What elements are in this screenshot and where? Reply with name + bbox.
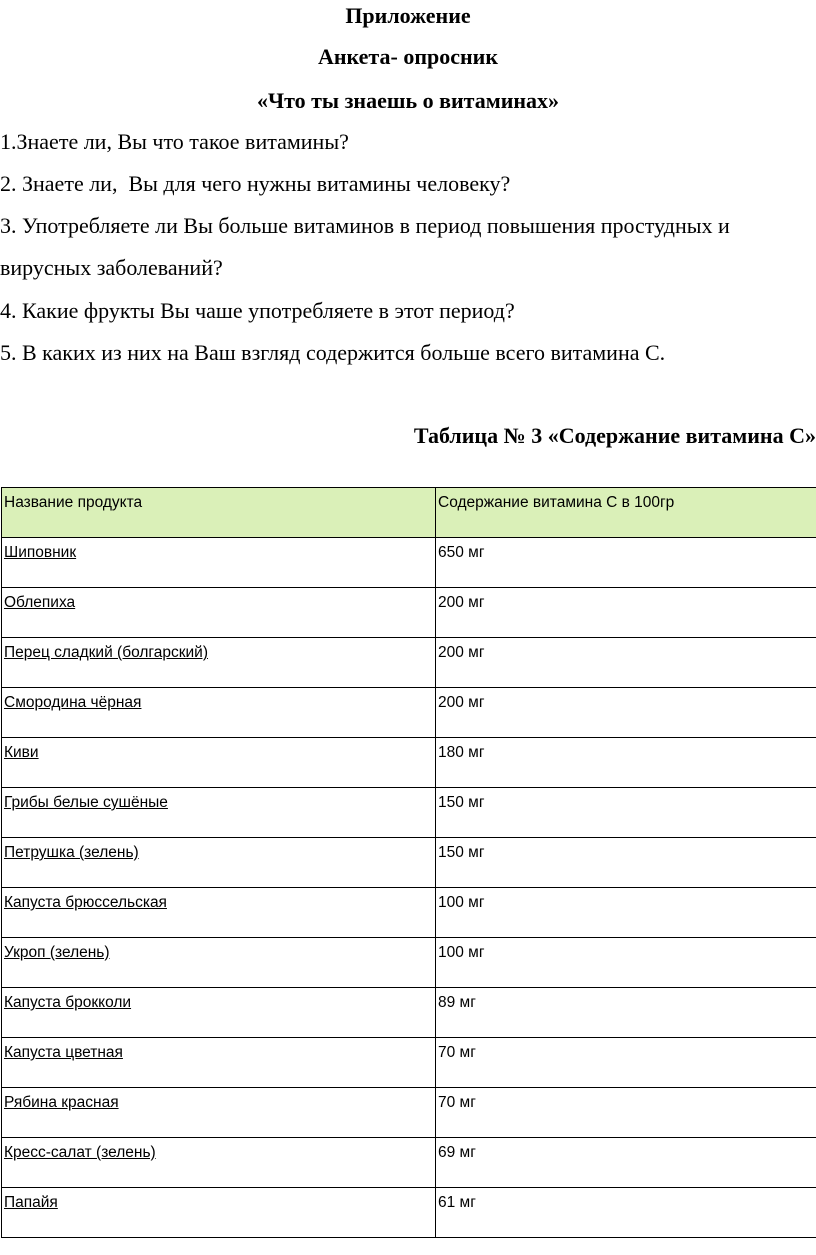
amount-cell: 200 мг <box>436 688 816 738</box>
product-link[interactable]: Укроп (зелень) <box>4 944 110 961</box>
product-cell[interactable] <box>2 1088 436 1138</box>
table-row <box>2 838 816 888</box>
amount-cell: 200 мг <box>436 588 816 638</box>
amount-cell: 650 мг <box>436 538 816 588</box>
product-link[interactable]: Рябина красная <box>4 1094 119 1111</box>
question-3-line-2: вирусных заболеваний? <box>0 255 223 280</box>
product-cell[interactable] <box>2 1038 436 1088</box>
table-title: Таблица № 3 «Содержание витамина С» <box>413 423 816 448</box>
product-link[interactable]: Капуста цветная <box>4 1044 123 1061</box>
question-4: 4. Какие фрукты Вы чаше употребляете в этот период? <box>0 298 515 323</box>
product-cell[interactable] <box>2 1138 436 1188</box>
amount-cell: 150 мг <box>436 788 816 838</box>
question-2: 2. Знаете ли, Вы для чего нужны витамины человеку? <box>0 171 511 196</box>
amount-cell: 89 мг <box>436 988 816 1038</box>
product-link[interactable]: Шиповник <box>4 544 77 561</box>
product-cell[interactable] <box>2 1188 436 1238</box>
table-row <box>2 888 816 938</box>
question-5: 5. В каких из них на Ваш взгляд содержится больше всего витамина С. <box>0 340 666 365</box>
survey-title: Анкета- опросник <box>317 44 499 69</box>
product-cell[interactable] <box>2 588 436 638</box>
appendix-label: Приложение <box>345 3 471 28</box>
question-3-line-1: 3. Употребляете ли Вы больше витаминов в период повышения простудных и <box>0 213 730 238</box>
header-amount: Содержание витамина С в 100гр <box>436 488 816 538</box>
table-header-row <box>2 488 816 538</box>
amount-cell: 70 мг <box>436 1088 816 1138</box>
table-row <box>2 1138 816 1188</box>
product-cell[interactable] <box>2 838 436 888</box>
table-row <box>2 738 816 788</box>
product-cell[interactable] <box>2 938 436 988</box>
amount-cell: 69 мг <box>436 1138 816 1188</box>
product-cell[interactable] <box>2 538 436 588</box>
product-link[interactable]: Петрушка (зелень) <box>4 844 139 861</box>
table-row <box>2 588 816 638</box>
vitamin-c-table <box>1 487 816 1238</box>
product-cell[interactable] <box>2 988 436 1038</box>
table-row <box>2 988 816 1038</box>
table-row <box>2 788 816 838</box>
product-link[interactable]: Перец сладкий (болгарский) <box>4 644 208 661</box>
table-row <box>2 1038 816 1088</box>
amount-cell: 100 мг <box>436 888 816 938</box>
product-link[interactable]: Капуста брюссельская <box>4 894 167 911</box>
product-link[interactable]: Грибы белые сушёные <box>4 794 168 811</box>
amount-cell: 70 мг <box>436 1038 816 1088</box>
product-link[interactable]: Облепиха <box>4 594 76 611</box>
product-link[interactable]: Капуста брокколи <box>4 994 132 1011</box>
table-row <box>2 1088 816 1138</box>
table-row <box>2 688 816 738</box>
amount-cell: 150 мг <box>436 838 816 888</box>
product-cell[interactable] <box>2 788 436 838</box>
amount-cell: 200 мг <box>436 638 816 688</box>
product-link[interactable]: Папайя <box>4 1194 58 1211</box>
survey-subtitle: «Что ты знаешь о витаминах» <box>256 88 560 113</box>
table-row <box>2 1188 816 1238</box>
table-row <box>2 938 816 988</box>
product-cell[interactable] <box>2 738 436 788</box>
product-cell[interactable] <box>2 638 436 688</box>
question-1: 1.Знаете ли, Вы что такое витамины? <box>0 129 349 154</box>
amount-cell: 61 мг <box>436 1188 816 1238</box>
product-link[interactable]: Кресс-салат (зелень) <box>4 1144 156 1161</box>
product-link[interactable]: Киви <box>4 744 39 761</box>
header-product: Название продукта <box>2 488 436 538</box>
amount-cell: 100 мг <box>436 938 816 988</box>
product-cell[interactable] <box>2 688 436 738</box>
product-cell[interactable] <box>2 888 436 938</box>
table-row <box>2 638 816 688</box>
table-row <box>2 538 816 588</box>
amount-cell: 180 мг <box>436 738 816 788</box>
product-link[interactable]: Смородина чёрная <box>4 694 142 711</box>
